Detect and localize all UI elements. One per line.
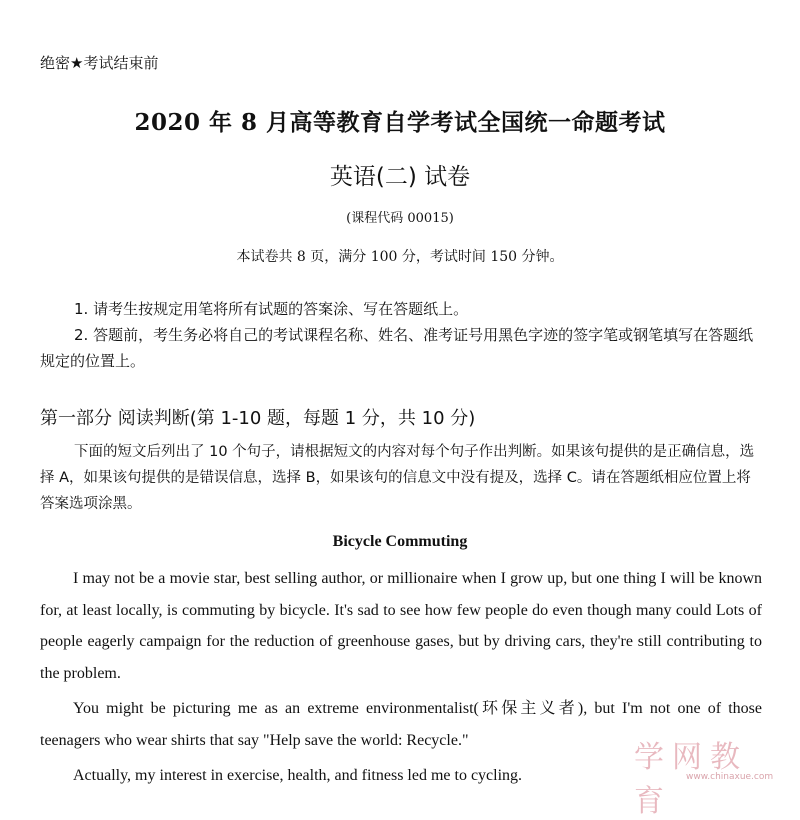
- exam-notes: [40, 296, 760, 374]
- section-heading: 第一部分 阅读判断(第 1-10 题，每题 1 分，共 10 分): [40, 408, 476, 429]
- section-instructions: [40, 439, 762, 517]
- note-1: 1. 请考生按规定用笔将所有试题的答案涂、写在答题纸上。: [74, 300, 469, 318]
- exam-subject-title: 英语(二) 试卷: [329, 164, 471, 190]
- watermark-text: 学网教育: [634, 740, 748, 819]
- note-2: 2. 答题前，考生务必将自己的考试课程名称、姓名、准考证号用黑色字迹的签字笔或钢笔填写在答题纸规定的位置上。: [40, 326, 754, 370]
- exam-info: 本试卷共 8 页，满分 100 分，考试时间 150 分钟。: [236, 249, 564, 265]
- watermark-logo: [634, 732, 784, 819]
- passage-paragraph-3: Actually, my interest in exercise, health, and fitness led me to cycling.: [73, 767, 523, 784]
- watermark-url: www.chinaxue.com: [686, 772, 774, 782]
- passage-title: Bicycle Commuting: [332, 533, 468, 550]
- confidential-label: 绝密★考试结束前: [40, 54, 159, 72]
- course-code: (课程代码 00015): [346, 211, 454, 226]
- passage-paragraph-1: I may not be a movie star, best selling author, or millionaire when I grow up, but one thing I will be known for, at least locally, is commuting by bicycle. It's sad to see how few people do even though many could Lots of people eagerly campaign for the reduction of greenhouse gases, but by driving cars, they're still contributing to the problem.: [40, 570, 762, 682]
- exam-main-title: 2020 年 8 月高等教育自学考试全国统一命题考试: [134, 109, 666, 136]
- passage-paragraph-2: You might be picturing me as an extreme environmentalist(环保主义者), but I'm not one of those teenagers who wear shirts that say "Help save the world: Recycle.": [40, 700, 762, 749]
- instructions-text: 下面的短文后列出了 10 个句子，请根据短文的内容对每个句子作出判断。如果该句提供的是正确信息，选择 A，如果该句提供的是错误信息，选择 B，如果该句的信息文中没有提及，选择 C。请在答题纸相应位置上将答案选项涂黑。: [40, 444, 755, 512]
